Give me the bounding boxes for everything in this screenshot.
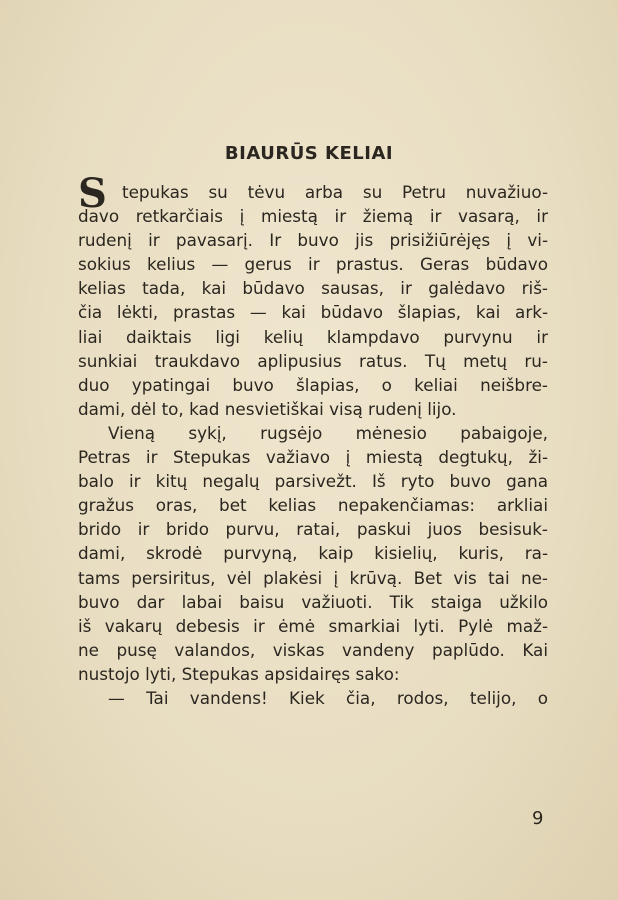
text-line: buvo dar labai baisu važiuoti. Tik staiga užkilo: [78, 591, 548, 612]
text-line: gražus oras, bet kelias nepakenčiamas: arkliai: [78, 495, 548, 516]
text-line: sunkiai traukdavo aplipusius ratus. Tų metų ru-: [78, 350, 548, 371]
text-line: rudenį ir pavasarį. Ir buvo jis prisižiūrėjęs į vi-: [78, 230, 548, 251]
text-line: balo ir kitų negalų parsivežt. Iš ryto buvo gana: [78, 471, 548, 492]
text-line: tepukas su tėvu arba su Petru nuvažiuo-: [122, 182, 548, 202]
text-line: iš vakarų debesis ir ėmė smarkiai lyti. Pylė maž-: [78, 615, 548, 636]
body-text: [78, 170, 548, 710]
page-number: 9: [532, 808, 544, 829]
text-line: liai daiktais ligi kelių klampdavo purvynu ir: [78, 326, 548, 347]
text-line: brido ir brido purvu, ratai, paskui juos besisuk-: [78, 519, 548, 540]
text-line: sokius kelius — gerus ir prastus. Geras būdavo: [78, 254, 548, 275]
text-line: dami, dėl to, kad nesvietiškai visą rudenį lijo.: [78, 398, 457, 419]
text-line: nustojo lyti, Stepukas apsidairęs sako:: [78, 663, 400, 684]
chapter-title: BIAURŪS KELIAI: [224, 143, 394, 164]
text-line: Petras ir Stepukas važiavo į miestą degtukų, ži-: [78, 447, 548, 468]
text-line: kelias tada, kai būdavo sausas, ir galėdavo riš-: [78, 278, 548, 299]
text-line: čia lėkti, prastas — kai būdavo šlapias, kai ark-: [78, 302, 548, 323]
text-line: — Tai vandens! Kiek čia, rodos, telijo, o: [108, 687, 548, 708]
text-line: tams persiritus, vėl plakėsi į krūvą. Bet vis tai ne-: [78, 567, 548, 588]
drop-cap: S: [78, 170, 107, 217]
text-line: davo retkarčiais į miestą ir žiemą ir vasarą, ir: [78, 206, 548, 227]
text-line: ne pusę valandos, viskas vandeny paplūdo. Kai: [78, 639, 548, 660]
text-line: dami, skrodė purvyną, kaip kisielių, kuris, ra-: [78, 543, 548, 564]
text-line: duo ypatingai buvo šlapias, o keliai neišbre-: [78, 374, 548, 395]
text-line: Vieną sykį, rugsėjo mėnesio pabaigoje,: [108, 422, 548, 443]
